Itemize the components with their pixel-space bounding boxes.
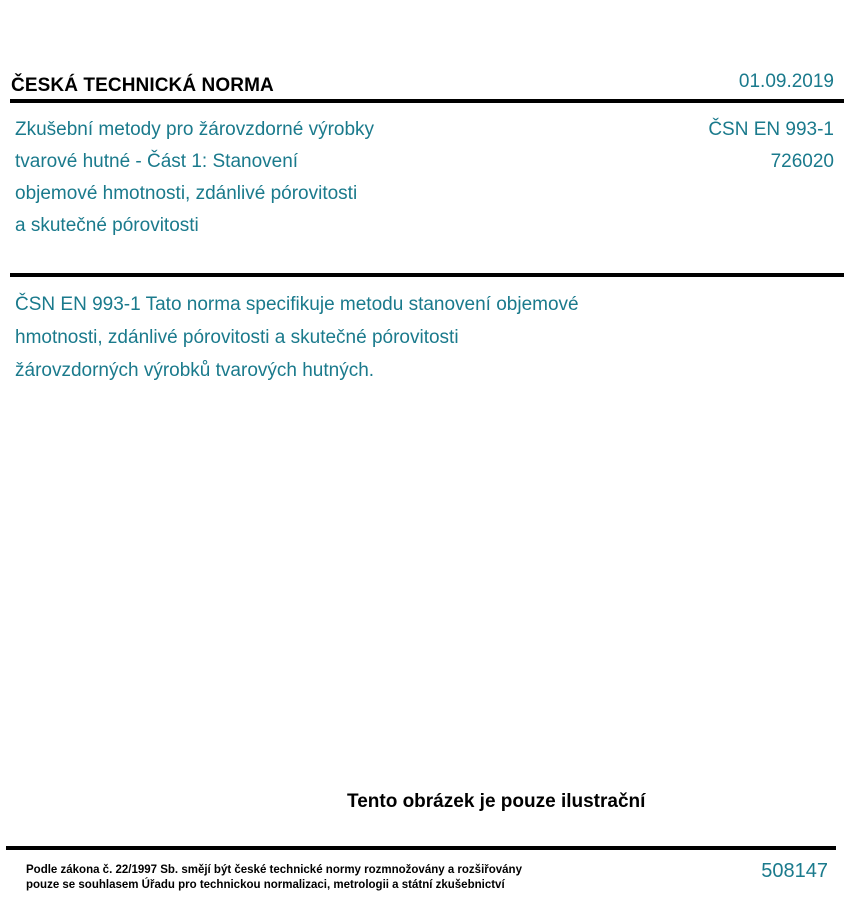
standard-title [15, 114, 455, 242]
title-divider [10, 273, 844, 277]
class-number: 726020 [770, 151, 834, 172]
title-line: objemové hmotnosti, zdánlivé pórovitosti [15, 183, 358, 204]
header-divider [10, 99, 844, 103]
summary-line: ČSN EN 993-1 Tato norma specifikuje metodu stanovení objemové [15, 294, 579, 315]
title-line: Zkušební metody pro žárovzdorné výrobky [15, 119, 375, 140]
footer-divider [6, 846, 836, 850]
illustration-notice: Tento obrázek je pouze ilustrační [347, 791, 646, 812]
document-number: 508147 [761, 860, 828, 882]
standard-codes [708, 114, 834, 178]
legal-notice [26, 863, 522, 893]
legal-line: pouze se souhlasem Úřadu pro technickou normalizaci, metrologii a státní zkušebnictví [26, 879, 505, 891]
title-line: a skutečné pórovitosti [15, 215, 199, 236]
legal-line: Podle zákona č. 22/1997 Sb. smějí být české technické normy rozmnožovány a rozšiřovány [26, 864, 522, 876]
standard-code: ČSN EN 993-1 [708, 119, 834, 140]
header-date: 01.09.2019 [738, 71, 834, 92]
summary-line: hmotnosti, zdánlivé pórovitosti a skutečné pórovitosti [15, 327, 459, 348]
title-line: tvarové hutné - Část 1: Stanovení [15, 151, 299, 172]
header-label: ČESKÁ TECHNICKÁ NORMA [11, 75, 274, 96]
standard-summary [15, 288, 675, 387]
summary-line: žárovzdorných výrobků tvarových hutných. [15, 360, 375, 381]
